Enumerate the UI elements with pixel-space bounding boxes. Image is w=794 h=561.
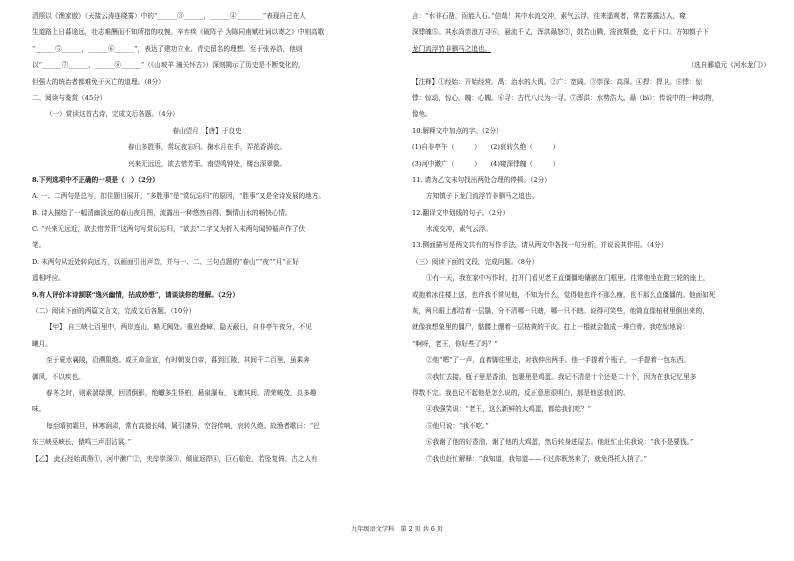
text-line: 11. 请为乙文末句找出两处合理的停顿。（2分） <box>412 175 551 184</box>
text-line: ⑥我谢了他的好香油，谢了他的大鸡蛋，然后转身进屋去。他赶忙止住我说：“我不是要钱。” <box>426 438 694 447</box>
text-line: 龙门流浮竹非驷马之追也。 <box>412 44 492 53</box>
text-line: (1)自非亭午（ ） (2)哀转久绝（ ） <box>412 143 560 152</box>
text-line: 言：“水非石凿，而能入石。”信哉！其中水流交冲，素气云浮，往来遥观者，常若雾露沾人，窥 <box>412 12 686 20</box>
text-line: ⑦我也赶忙解释：“我知道，我知道——不过你既然来了，就免得托人捎了。” <box>426 454 648 463</box>
right-column <box>412 8 770 467</box>
left-column <box>32 8 382 467</box>
text-line: 每至晴初霜旦，林寒涧肃，常有高猿长啸，属引凄异，空谷传响，哀转久绝。故渔者歌曰：“巴 <box>46 421 320 430</box>
text-line: 9.有人评价本诗颔联“逸兴幽情，拈成妙想”，请谈谈你的理解。（2分） <box>32 290 239 299</box>
text-line: ②他“嗯”了一声，直着脚往里走，对我伸出两手。他一手提着个瓶子，一手提着一包东西。 <box>426 356 690 365</box>
text-line: 方知慎子下龙门流浮竹非驷马之追也。 <box>426 192 539 201</box>
text-line: 兴来无远近，欲去惜芳菲。南望鸣钟处，楼台深翠微。 <box>127 159 287 168</box>
text-line: 春山望月 【唐】于良史 <box>172 126 242 135</box>
text-line: (3)河中漱广（ ） (4)窥深悸魄（ ） <box>412 159 560 168</box>
text-line: 或抱着冰往楼上送，也许我不常见他，不知为什么，觉得他也许不那么瘦，也不那么直僵僵的。他面如死 <box>412 290 716 299</box>
text-line: 曦月。 <box>32 339 52 348</box>
text-line: （二）阅读下面的两篇文言文，完成文后各题。（10分） <box>32 307 196 316</box>
text-line: 遥相呼应。 <box>32 274 65 283</box>
text-line: 13.侧面描写是两文共有的写作手法，请从两文中各找一句分析，并说说其作用。（4分） <box>412 241 668 250</box>
page-footer: 九年级语文学科 第 2 页 共 6 页 <box>351 526 443 533</box>
text-line: 深悸魄⑤。其水尚崇浪万寻⑥，悬流千丈，浑洪赑怒⑦，鼓若山腾，浚波颓叠，迄于下口。方知慎子下 <box>412 28 709 37</box>
text-line: D. 末两句从近处转向远方，以画面引出声音，并与一、二、三句点题的“春山”“夜”“月”正好 <box>32 257 299 266</box>
text-line: ①有一天，我在家中写作时，打开门看见老王直僵僵地镶嵌在门框里。往常他坐在蹬三轮的座上， <box>426 274 710 283</box>
text-line: 【甲】 自三峡七百里中，两岸连山，略无阙处。重岩叠嶂，隐天蔽日，自非亭午夜分，不见 <box>46 323 312 332</box>
text-line: A. 一、二两句是总写，扣住题目展开，“多胜事”是“赏玩忘归”的原因，“胜事”又是全诗发展的地方。 <box>32 192 325 201</box>
text-line: C. “兴来无远近，欲去惜芳菲”这两句写赏玩忘归，“欲去”二字又为折入末两句闻钟循声作了伏 <box>32 225 306 234</box>
text-line: 味。 <box>32 405 46 414</box>
text-line: 灰，两只眼上都结着一层翳，分不清哪一只瞎，哪一只不瞎。说得可笑些，他简直像棺材里倒出来的， <box>412 307 709 316</box>
text-line: 以“______⑦______，______⑧______”（《山坡羊 潼关怀古》）深刻揭示了历史是不断变化的， <box>32 61 305 70</box>
text-line: 12.翻译文中划线的句子。（2分） <box>412 208 510 217</box>
text-line: 【注释】①经始：开始经营。禹：治水的大禹。②广：宽阔。③崇深：高深。④捍：捍卫。⑤悸：惊 <box>412 77 703 86</box>
text-line: 水流交冲，素气云浮。 <box>426 225 492 234</box>
text-line: 生道路上日暮途远，壮志难酬而不知所措的叹惋。辛弃疾《破阵子 为陈同甫赋壮词以寄之》中则高歌 <box>32 28 325 37</box>
text-line: （一）赏读这首古诗，完成文后各题。（4分） <box>46 110 179 119</box>
text-line: 春山多胜事，赏玩夜忘归。掬水月在手，弄花香满衣。 <box>127 143 287 152</box>
text-line: 清照以《渔家傲》（天接云涛连晓雾）中的“______③______，______④________”表现自己在人 <box>32 12 306 20</box>
text-line: 但强大的统治者都难免于灭亡的道理。（8分） <box>32 77 165 86</box>
text-line: 笔。 <box>32 241 46 250</box>
text-line: 10.解释文中加点的字。（2分） <box>412 126 503 135</box>
text-line: ⑤他只说：“我不吃。” <box>426 421 489 430</box>
text-line: 得数不完。我也记不起他是怎么说的，反正意思很明白，那是他送我们的。 <box>412 388 630 397</box>
text-line: 8.下列选项中不正确的一项是（ ）（2分） <box>32 175 159 184</box>
text-line: “啊呀，老王，你好些了吗？” <box>412 339 498 348</box>
text-line: 就像我想象里的僵尸，骷髅上绷着一层枯黄的干皮，打上一棍就会散成一堆白骨。我吃惊地说： <box>412 323 689 332</box>
text-line: （选自郦道元《河水龙门》） <box>687 61 770 70</box>
text-line: 悸：惊动，惊心。魄：心魄。⑥寻：古代八尺为一寻。⑦浑洪：水势浩大。赑（bì）：传说中的一种动物， <box>412 93 719 102</box>
text-line: （三）阅读下面的文段，完成问题。（8分） <box>412 257 539 266</box>
text-line: ③我忙去接。瓶子里是香油，包裹里是鸡蛋。我记不清是十个还是二十个，因为在我记忆里多 <box>426 372 697 381</box>
text-line: 像龟。 <box>412 110 432 119</box>
text-line: 至于夏水襄陵，沿溯阻绝。或王命急宣，有时朝发白帝，暮到江陵，其间千二百里，虽乘奔 <box>46 356 310 365</box>
text-line: “______⑤______，______⑥______”，表达了建功立业、青史留名的理想。至于张养浩，他则 <box>32 44 303 53</box>
text-line: B. 诗人描绘了一幅清幽淡远的春山夜月图，流露出一种悠然自得、飘情山水的畅快心情。 <box>32 208 292 217</box>
text-line: 东三峡巫峡长，猿鸣三声泪沾裳。” <box>32 438 131 447</box>
text-line: 二、阅读与鉴赏（45分） <box>32 93 107 102</box>
text-line: 【乙】 此石经始禹凿①，河中漱广②，夹岸崇深③，倾崖返捍④，巨石临危，若坠复倚。古之人有 <box>32 454 318 463</box>
text-line: 御风，不以疾也。 <box>32 372 85 381</box>
text-line: ④我强笑说：“老王，这么新鲜的大鸡蛋，都给我们吃？” <box>426 405 591 414</box>
text-line: 春冬之时，则素湍绿潭，回清倒影，绝巘多生怪柏，悬泉瀑布，飞漱其间，清荣峻茂，良多趣 <box>46 388 317 397</box>
